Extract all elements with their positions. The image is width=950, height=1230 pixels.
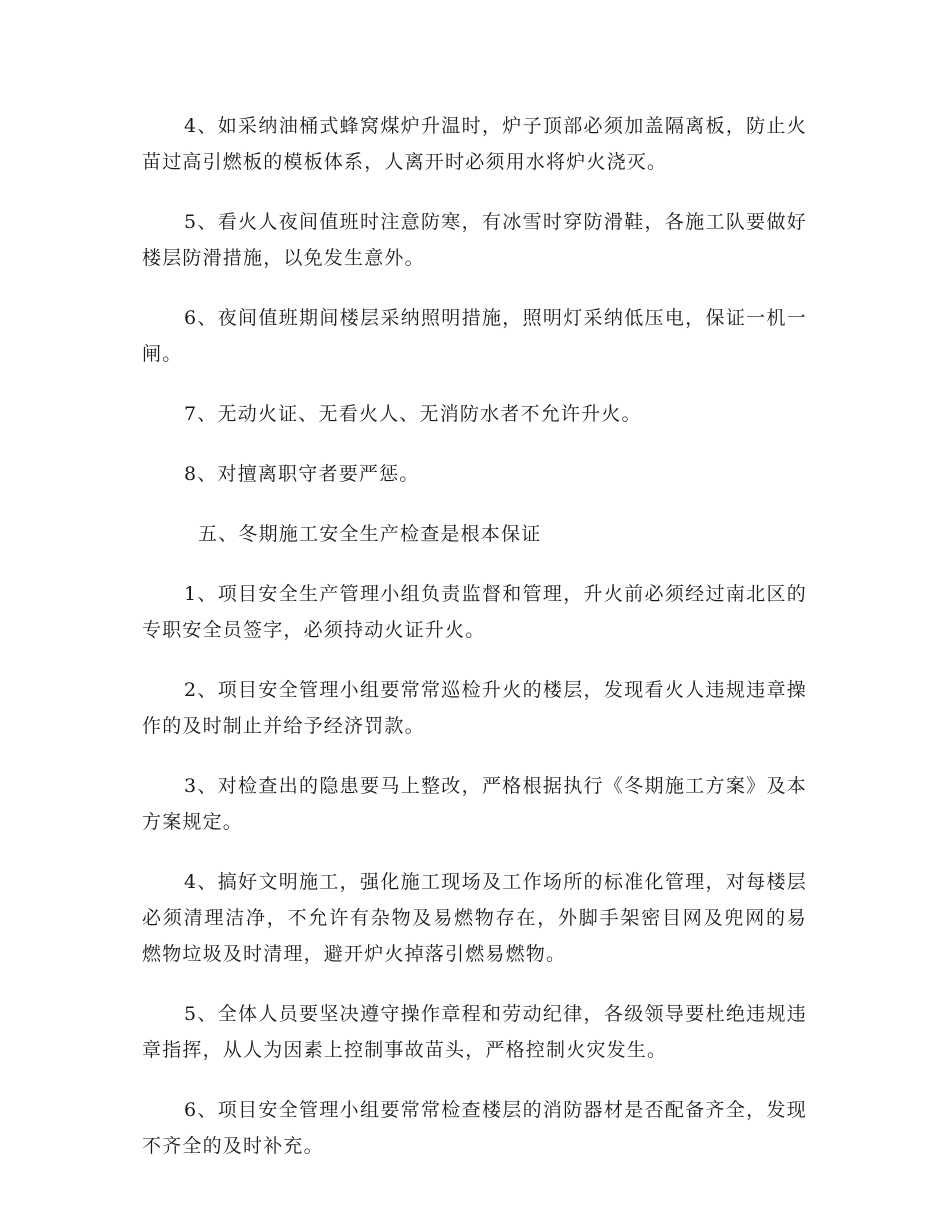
section-paragraph-2: 2、项目安全管理小组要常常巡检升火的楼层，发现看火人违规违章操作的及时制止并给予经济罚款。 — [142, 679, 807, 737]
paragraph-6: 6、夜间值班期间楼层采纳照明措施，照明灯采纳低压电，保证一机一闸。 — [142, 307, 807, 365]
section-paragraph-4: 4、搞好文明施工，强化施工现场及工作场所的标准化管理，对每楼层必须清理洁净，不允许有杂物及易燃物存在，外脚手架密目网及兜网的易燃物垃圾及时清理，避开炉火掉落引燃易燃物。 — [142, 871, 807, 965]
paragraph-7: 7、无动火证、无看火人、无消防水者不允许升火。 — [184, 403, 642, 425]
section-paragraph-6: 6、项目安全管理小组要常常检查楼层的消防器材是否配备齐全，发现不齐全的及时补充。 — [142, 1099, 807, 1157]
document-body — [142, 108, 807, 1188]
section-paragraph-5: 5、全体人员要坚决遵守操作章程和劳动纪律，各级领导要杜绝违规违章指挥，从人为因素上控制事故苗头，严格控制火灾发生。 — [142, 1003, 807, 1061]
section-heading: 五、冬期施工安全生产检查是根本保证 — [198, 523, 542, 545]
section-paragraph-3: 3、对检查出的隐患要马上整改，严格根据执行《冬期施工方案》及本方案规定。 — [142, 775, 807, 833]
paragraph-8: 8、对擅离职守者要严惩。 — [184, 463, 420, 485]
paragraph-4: 4、如采纳油桶式蜂窝煤炉升温时，炉子顶部必须加盖隔离板，防止火苗过高引燃板的模板体系，人离开时必须用水将炉火浇灭。 — [142, 115, 807, 173]
section-paragraph-1: 1、项目安全生产管理小组负责监督和管理，升火前必须经过南北区的专职安全员签字，必须持动火证升火。 — [142, 583, 807, 641]
paragraph-5: 5、看火人夜间值班时注意防寒，有冰雪时穿防滑鞋，各施工队要做好楼层防滑措施，以免发生意外。 — [142, 211, 807, 269]
